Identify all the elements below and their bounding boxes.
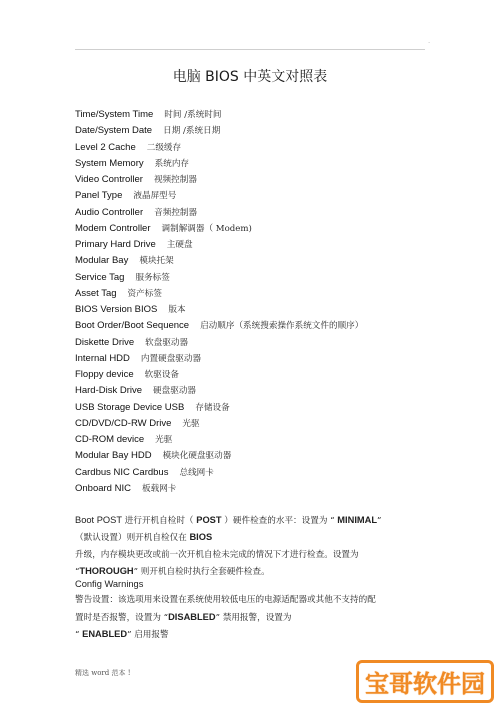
term-chinese: 模块托架 [139,256,174,267]
term-row [75,140,435,156]
term-row [75,237,435,253]
text-fragment: 进行开机自检时（ [122,516,197,526]
term-chinese: 启动顺序（系统搜索操作系统文件的顺序） [200,321,364,332]
term-english: Panel Type [75,190,123,202]
term-chinese: 光驱 [155,435,173,445]
term-chinese: 调制解调器（ Modem) [161,223,252,234]
term-chinese: 资产标签 [127,288,162,299]
term-chinese: 总线网卡 [179,467,214,478]
term-english: CD/DVD/CD-RW Drive [75,417,172,429]
term-chinese: 光驱 [182,418,200,429]
term-english: USB Storage Device USB [75,401,185,413]
term-chinese: 板载网卡 [141,483,177,494]
term-chinese: 主硬盘 [166,240,193,250]
config-warnings-line-3 [75,626,420,643]
term-chinese: 模块化硬盘驱动器 [162,451,232,462]
term-row [75,383,435,399]
term-chinese: 二级缓存 [146,142,182,153]
footer-text: 精选 word 范本 ! [75,669,131,677]
term-english: Modular Bay [75,255,129,267]
terms-list [75,107,435,497]
term-chinese: 视频控制器 [153,175,197,185]
term-row [75,253,435,269]
term-english: Time/System Time [75,109,154,120]
boot-post-line-3: 升级，内存模块更改或前一次开机自检未完成的情况下才进行检查。设置为 [75,549,359,560]
term-chinese: 内置硬盘驱动器 [140,353,202,364]
config-warnings-line-2 [75,609,420,626]
term-row [75,416,435,432]
header-mark: · [428,40,430,47]
text-fragment: 置时是否报警，设置为 “ [75,612,169,623]
config-warnings-line-1: 警告设置：该选项用来设置在系统使用较低电压的电源适配器或其他不支持的配 [75,595,376,606]
term-english: Level 2 Cache [75,141,136,153]
term-row [75,465,435,481]
page-title: 电脑 BIOS 中英文对照表 [172,69,328,85]
term-english: BIOS Version BIOS [75,304,158,315]
term-chinese: 版本 [168,305,186,315]
term-english: Onboard NIC [75,482,131,494]
text-fragment: ” [377,516,382,526]
text-fragment: “ [75,566,80,577]
text-fragment: ” 启用报警 [127,629,169,640]
term-chinese: 系统内存 [154,158,190,169]
term-chinese: 时间 /系统时间 [164,110,222,120]
boot-post-line-2 [75,529,420,546]
term-chinese: 日期 /系统日期 [163,126,221,137]
term-row [75,481,435,497]
term-row [75,335,435,351]
term-chinese: 服务标签 [135,272,170,283]
term-english: Service Tag [75,271,125,283]
term-chinese: 液晶屏型号 [133,191,177,202]
keyword-bios: BIOS [189,532,213,543]
term-english: Cardbus NIC Cardbus [75,466,169,478]
term-english: Modular Bay HDD [75,450,152,462]
config-warnings-heading: Config Warnings [75,579,144,589]
term-chinese: 软驱设备 [144,370,180,380]
text-fragment: （默认设置）则开机自检仅在 [75,533,190,544]
term-row [75,270,435,286]
config-warnings-paragraph [75,576,420,643]
header-rule [75,49,425,50]
term-english: Boot Order/Boot Sequence [75,320,190,332]
term-chinese: 硬盘驱动器 [153,386,197,397]
term-english: Audio Controller [75,206,144,218]
text-fragment: ）硬件检查的水平：设置为 “ [221,516,338,526]
term-chinese: 软盘驱动器 [145,337,189,348]
text-fragment: ” 禁用报警，设置为 [215,612,292,623]
term-english: Floppy device [75,369,134,380]
term-english: System Memory [75,157,144,169]
term-english: CD-ROM device [75,434,145,445]
watermark-text: 宝哥软件园 [356,660,494,703]
term-row [75,107,435,123]
term-row [75,318,435,334]
term-chinese: 存储设备 [195,402,230,413]
term-row [75,221,435,237]
keyword-post: POST [196,515,222,525]
text-fragment: ” 则开机自检时执行全套硬件检查。 [133,566,270,577]
keyword-disabled: DISABLED [168,611,216,622]
term-english: Video Controller [75,174,143,185]
keyword-minimal: MINIMAL [337,515,378,525]
watermark-logo [356,660,494,702]
term-english: Hard-Disk Drive [75,385,143,397]
term-row [75,123,435,139]
boot-post-line-1 [75,512,420,529]
term-row [75,286,435,302]
text-fragment: “ [75,629,83,640]
term-row [75,302,435,318]
term-row [75,205,435,221]
term-chinese: 音频控制器 [154,207,198,218]
term-english: Internal HDD [75,352,130,364]
keyword-enabled: ENABLED [82,628,128,639]
keyword-thorough: THOROUGH [79,565,134,576]
boot-post-term: Boot POST [75,515,123,525]
term-row [75,400,435,416]
term-row [75,367,435,383]
term-english: Primary Hard Drive [75,239,156,250]
term-row [75,448,435,464]
term-english: Asset Tag [75,287,117,299]
term-row [75,351,435,367]
term-english: Diskette Drive [75,336,135,348]
term-english: Date/System Date [75,125,153,137]
term-row [75,172,435,188]
term-row [75,156,435,172]
boot-post-paragraph [75,512,420,580]
term-row [75,188,435,204]
term-english: Modem Controller [75,222,151,234]
term-row [75,432,435,448]
